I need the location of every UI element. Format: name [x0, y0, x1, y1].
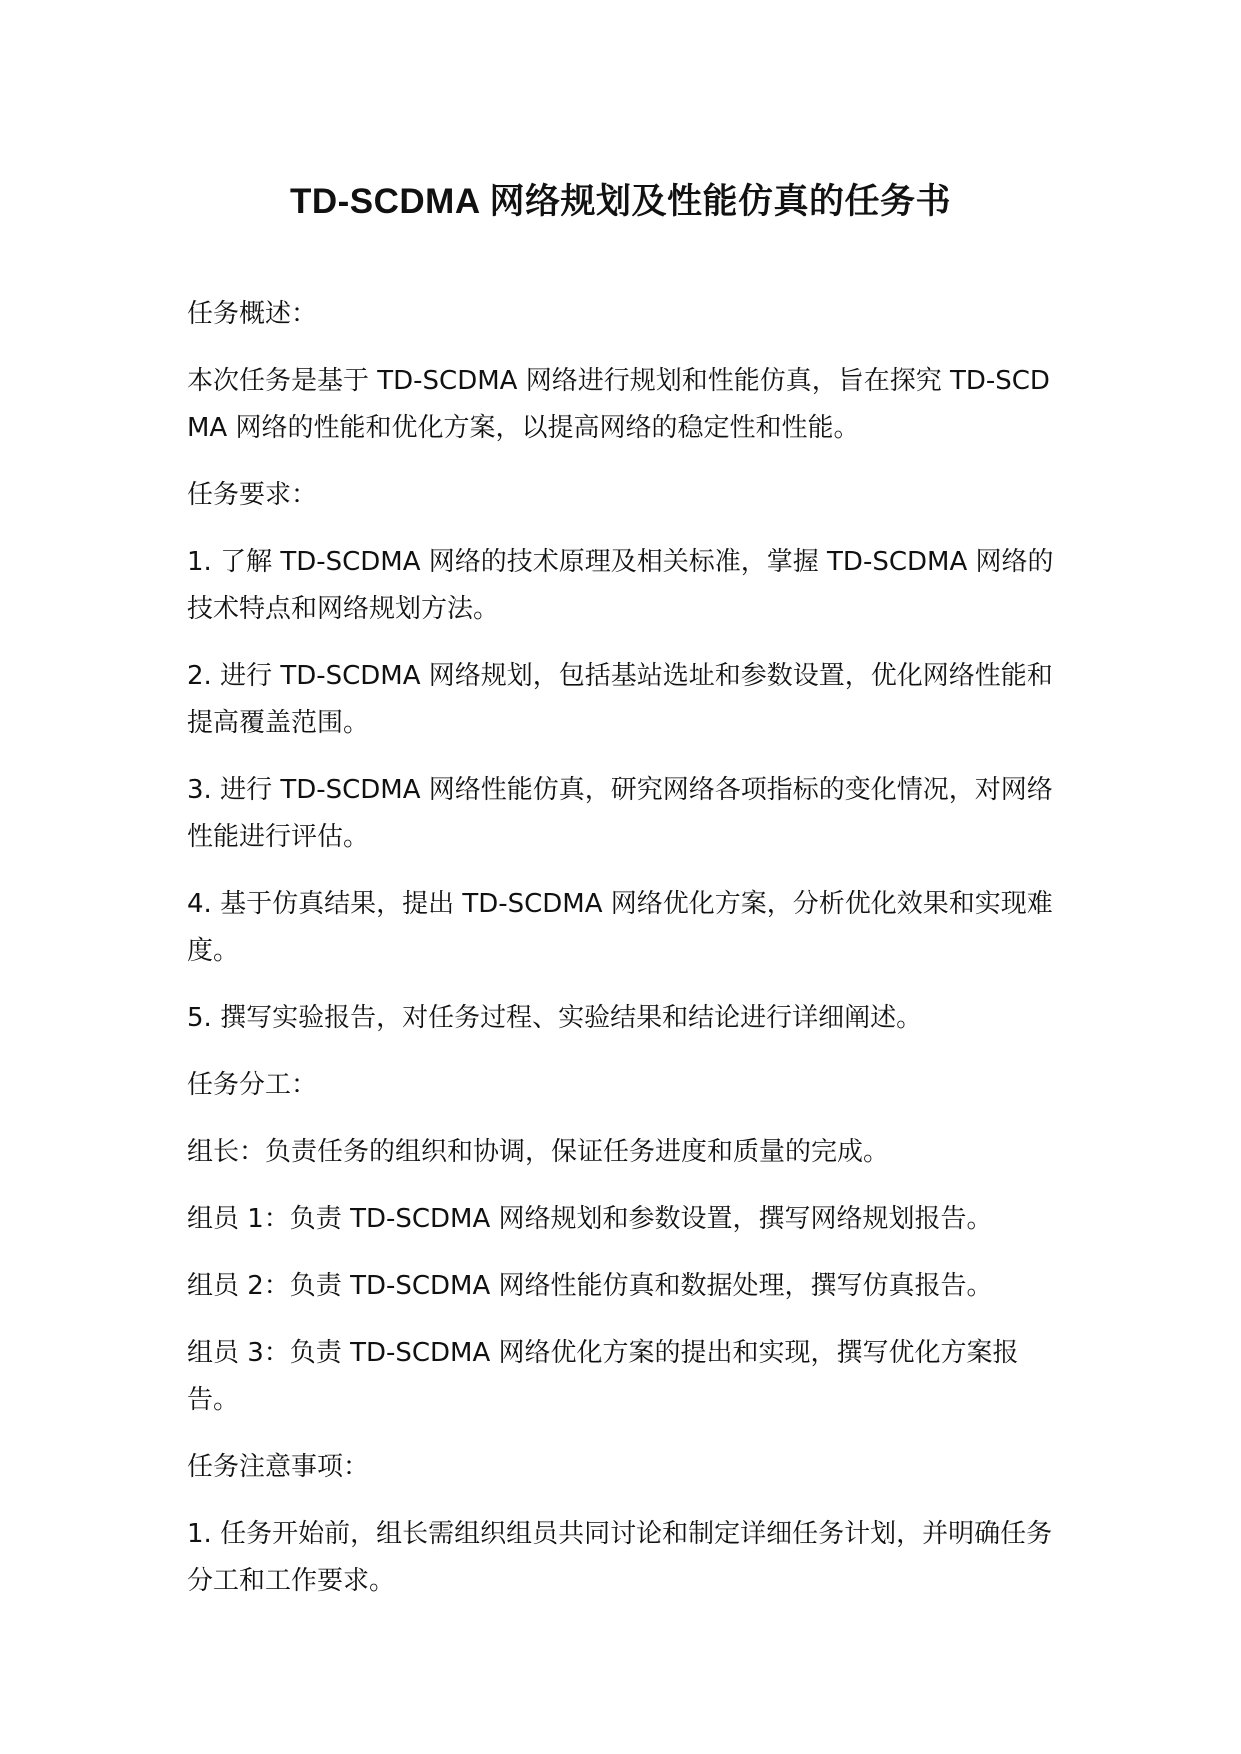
requirement-item-5: 5. 撰写实验报告，对任务过程、实验结果和结论进行详细阐述。: [187, 1003, 923, 1033]
section-heading-division: 任务分工：: [187, 1070, 318, 1100]
section-heading-overview: 任务概述：: [187, 299, 318, 329]
requirement-item-2: 2. 进行 TD-SCDMA 网络规划，包括基站选址和参数设置，优化网络性能和提高覆盖范围。: [187, 661, 1053, 738]
section-heading-notes: 任务注意事项：: [187, 1452, 370, 1482]
division-member-2: 组员 2：负责 TD-SCDMA 网络性能仿真和数据处理，撰写仿真报告。: [187, 1271, 993, 1301]
division-member-3: 组员 3：负责 TD-SCDMA 网络优化方案的提出和实现，撰写优化方案报告。: [187, 1338, 1019, 1415]
document-body: [187, 291, 1057, 1625]
division-leader: 组长：负责任务的组织和协调，保证任务进度和质量的完成。: [187, 1137, 890, 1167]
division-member-1: 组员 1：负责 TD-SCDMA 网络规划和参数设置，撰写网络规划报告。: [187, 1204, 993, 1234]
requirement-item-3: 3. 进行 TD-SCDMA 网络性能仿真，研究网络各项指标的变化情况，对网络性能进行评估。: [187, 775, 1053, 852]
requirement-item-1: 1. 了解 TD-SCDMA 网络的技术原理及相关标准，掌握 TD-SCDMA 网络的技术特点和网络规划方法。: [187, 547, 1054, 624]
requirement-item-4: 4. 基于仿真结果，提出 TD-SCDMA 网络优化方案，分析优化效果和实现难度。: [187, 889, 1053, 966]
note-item-1: 1. 任务开始前，组长需组织组员共同讨论和制定详细任务计划，并明确任务分工和工作要求。: [187, 1519, 1053, 1596]
section-heading-requirements: 任务要求：: [187, 480, 318, 510]
document-title: TD-SCDMA 网络规划及性能仿真的任务书: [289, 182, 952, 221]
overview-paragraph: 本次任务是基于 TD-SCDMA 网络进行规划和性能仿真，旨在探究 TD-SCDMA 网络的性能和优化方案，以提高网络的稳定性和性能。: [187, 366, 1050, 443]
